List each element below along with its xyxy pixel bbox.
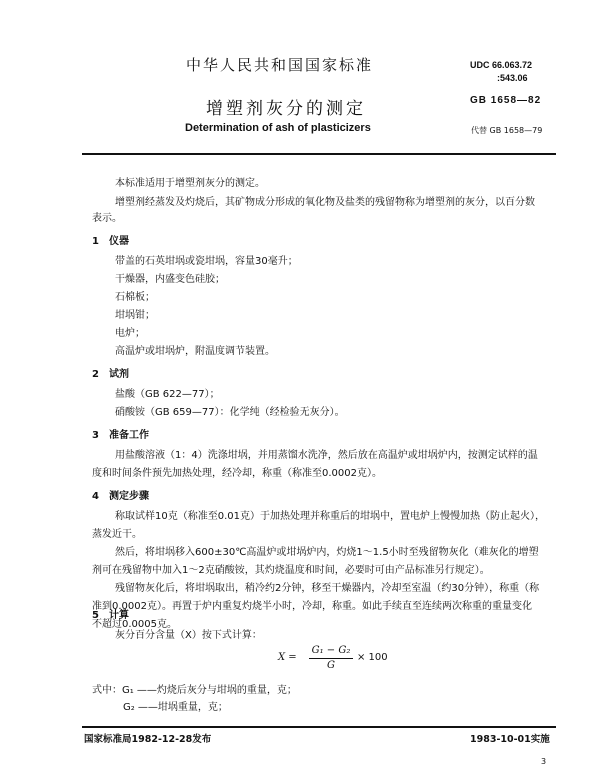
standard-number: GB 1658—82: [470, 95, 542, 106]
paragraph-line: 准到0.0002克）。再置于炉内重复灼烧半小时，冷却，称重。如此手续直至连续两次称重的重量变化: [92, 601, 532, 612]
section-heading-apparatus: 1 仪器: [92, 236, 129, 247]
issue-date: 国家标准局1982-12-28发布: [84, 734, 212, 745]
list-item: 带盖的石英坩埚或瓷坩埚，容量30毫升；: [115, 256, 298, 267]
issuing-body-title: 中华人民共和国国家标准: [186, 56, 374, 74]
standard-title-en: Determination of ash of plasticizers: [185, 122, 371, 134]
paragraph-line: 用盐酸溶液（1：4）洗涤坩埚，并用蒸馏水洗净，然后放在高温炉或坩埚炉内，按测定试样的温: [115, 450, 538, 461]
variable-definition: 式中：G₁ ——灼烧后灰分与坩埚的重量，克；: [92, 685, 297, 696]
section-heading-calculation: 5 计算: [92, 610, 129, 621]
paragraph-line: 剂可在残留物中加入1～2克硝酸铵，其灼烧温度和时间，必要时可由产品标准另行规定）。: [92, 565, 490, 576]
section-heading-reagents: 2 试剂: [92, 369, 129, 380]
header-divider: [82, 153, 556, 155]
variable-definition: G₂ ——坩埚重量，克；: [123, 702, 228, 713]
standard-title-cn: 增塑剂灰分的测定: [206, 99, 366, 119]
list-item: 坩埚钳；: [115, 310, 155, 321]
paragraph-line: 残留物灰化后，将坩埚取出，稍冷约2分钟，移至干燥器内，冷却至室温（约30分钟），称重（称: [115, 583, 540, 594]
udc-code: UDC 66.063.72: [470, 60, 533, 70]
intro-line: 增塑剂经蒸发及灼烧后，其矿物成分形成的氧化物及盐类的残留物称为增塑剂的灰分，以百分数: [115, 197, 535, 208]
formula-lhs: X =: [278, 652, 297, 663]
formula-multiplier: × 100: [357, 652, 388, 663]
paragraph-line: 不超过0.0005克。: [92, 619, 177, 630]
paragraph-line: 灰分百分含量（X）按下式计算：: [115, 630, 262, 641]
list-item: 硝酸铵（GB 659—77）：化学纯（经检验无灰分）。: [115, 407, 345, 418]
section-heading-procedure: 4 测定步骤: [92, 491, 149, 502]
section-heading-preparation: 3 准备工作: [92, 430, 149, 441]
list-item: 干燥器，内盛变色硅胶；: [115, 274, 225, 285]
replaces-note: 代替 GB 1658—79: [471, 126, 543, 135]
page-number: 3: [541, 757, 547, 766]
formula-denominator: G: [327, 660, 335, 671]
intro-line: 表示。: [92, 213, 122, 224]
list-item: 盐酸（GB 622—77）；: [115, 389, 220, 400]
effective-date: 1983-10-01实施: [470, 734, 550, 745]
formula-fraction-bar: [309, 658, 353, 659]
paragraph-line: 蒸发近干。: [92, 529, 142, 540]
paragraph-line: 称取试样10克（称准至0.01克）于加热处理并称重后的坩埚中，置电炉上慢慢加热（防止起火），: [115, 511, 545, 522]
list-item: 电炉；: [115, 328, 145, 339]
paragraph-line: 度和时间条件预先加热处理，经冷却，称重（称准至0.0002克）。: [92, 468, 382, 479]
footer-divider: [82, 726, 556, 728]
intro-line: 本标准适用于增塑剂灰分的测定。: [115, 178, 265, 189]
list-item: 高温炉或坩埚炉，附温度调节装置。: [115, 346, 275, 357]
list-item: 石棉板；: [115, 292, 155, 303]
formula-numerator: G₁ − G₂: [311, 645, 351, 656]
udc-code-suffix: :543.06: [497, 73, 528, 83]
paragraph-line: 然后，将坩埚移入600±30℃高温炉或坩埚炉内，灼烧1～1.5小时至残留物灰化（难灰化的增塑: [115, 547, 539, 558]
